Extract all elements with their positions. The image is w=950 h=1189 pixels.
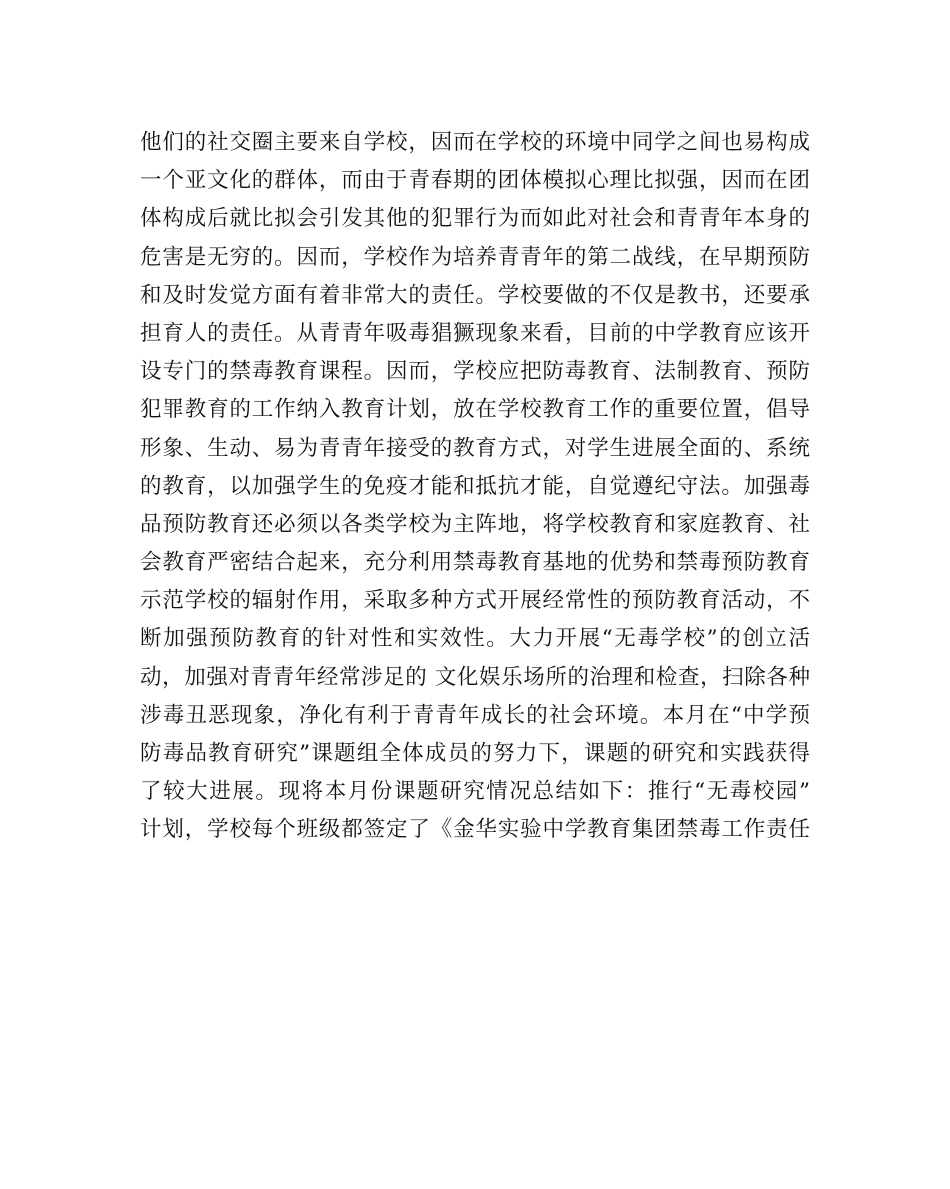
text-line: 防毒品教育研究”课题组全体成员的努力下，课题的研究和实践获得 <box>140 741 810 766</box>
text-line: 示范学校的辐射作用，采取多种方式开展经常性的预防教育活动，不 <box>140 588 810 614</box>
text-line: 形象、生动、易为青青年接受的教育方式，对学生进展全面的、系统 <box>140 435 810 461</box>
text-line: 一个亚文化的群体，而由于青春期的团体模拟心理比拟强，因而在团 <box>140 168 810 194</box>
text-line: 计划，学校每个班级都签定了《金华实验中学教育集团禁毒工作责任 <box>140 817 810 843</box>
text-line: 和及时发觉方面有着非常大的责任。学校要做的不仅是教书，还要承 <box>140 282 810 308</box>
text-line: 断加强预防教育的针对性和实效性。大力开展“无毒学校”的创立活 <box>140 626 810 652</box>
text-line: 动，加强对青青年经常涉足的 文化娱乐场所的治理和检查，扫除各种 <box>140 664 810 690</box>
text-line: 了较大进展。现将本月份课题研究情况总结如下：推行“无毒校园” <box>140 779 810 805</box>
text-line: 会教育严密结合起来，充分利用禁毒教育基地的优势和禁毒预防教育 <box>140 550 810 576</box>
text-line: 体构成后就比拟会引发其他的犯罪行为而如此对社会和青青年本身的 <box>140 206 810 232</box>
text-line: 的教育，以加强学生的免疫才能和抵抗才能，自觉遵纪守法。加强毒 <box>140 473 810 499</box>
text-line: 危害是无穷的。因而，学校作为培养青青年的第二战线，在早期预防 <box>140 244 810 270</box>
text-line: 他们的社交圈主要来自学校，因而在学校的环境中同学之间也易构成 <box>140 130 810 155</box>
body-paragraph <box>140 124 810 850</box>
text-line: 涉毒丑恶现象，净化有利于青青年成长的社会环境。本月在“中学预 <box>140 702 810 728</box>
text-line: 犯罪教育的工作纳入教育计划，放在学校教育工作的重要位置，倡导 <box>140 397 810 423</box>
text-line: 设专门的禁毒教育课程。因而，学校应把防毒教育、法制教育、预防 <box>140 359 810 385</box>
text-line: 品预防教育还必须以各类学校为主阵地，将学校教育和家庭教育、社 <box>140 511 810 537</box>
text-line: 担育人的责任。从青青年吸毒猖獗现象来看，目前的中学教育应该开 <box>140 320 810 346</box>
